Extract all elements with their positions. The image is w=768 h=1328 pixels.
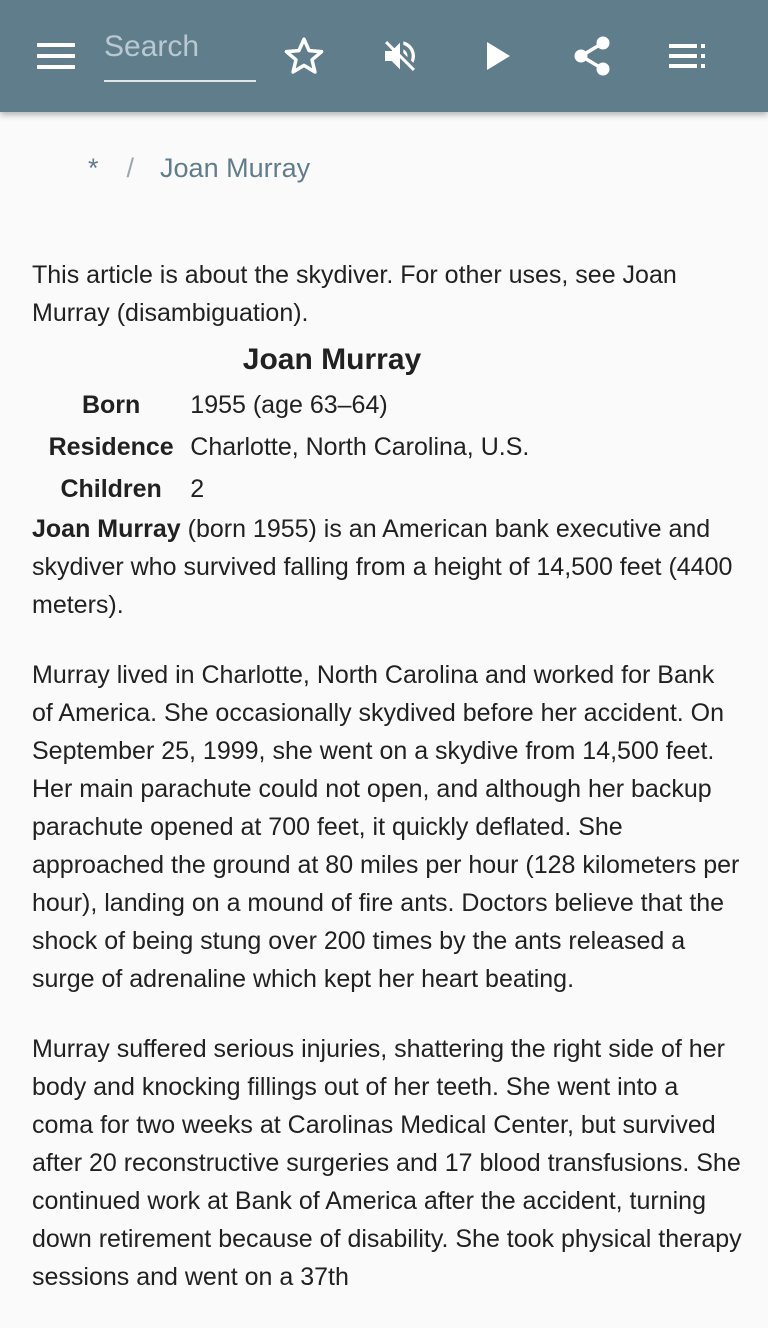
contents-button[interactable] [660,28,716,84]
infobox-label: Born [81,391,141,419]
breadcrumb-separator: / [126,152,135,183]
play-button[interactable] [470,28,526,84]
infobox-label: Residence [48,433,174,461]
bookmark-button[interactable] [276,28,332,84]
breadcrumb-home-link[interactable]: * [88,152,99,183]
menu-button[interactable] [28,28,84,84]
infobox-value: 1955 (age 63–64) [190,391,388,419]
body-paragraph: Murray lived in Charlotte, North Carolina and worked for Bank of America. She occasionally skydived before her accident. On September 25, 1999, she went on a skydive from 14,500 feet. Her main parachute could not open, and although her backup parachute opened at 700 feet, it quickly deflated. She approached the ground at 80 miles per hour (128 kilometers per hour), landing on a mound of fire ants. Doctors believe that the shock of being stung over 200 times by the ants released a surge of adrenaline which kept her heart beating. [32,661,740,993]
playlist-icon [669,43,707,69]
search-field[interactable] [104,26,256,82]
infobox-value[interactable]: Charlotte, North Carolina, U.S. [190,433,530,461]
volume-off-icon [380,36,420,76]
infobox-title: Joan Murray [242,343,422,376]
article-body [32,256,742,1328]
infobox-row [32,468,532,510]
share-button[interactable] [564,28,620,84]
breadcrumb [88,148,310,188]
infobox-label: Children [60,475,162,503]
mute-button[interactable] [372,28,428,84]
infobox-row [32,384,532,426]
search-input[interactable] [104,26,256,68]
intro-text: (born 1955) is an American bank executive and skydiver who survived falling from a height of 14,500 feet (4400 meters). [32,515,733,619]
infobox-row [32,426,532,468]
star-outline-icon [283,36,325,76]
hatnote: This article is about the skydiver. For other uses, see Joan Murray (disambiguation). [32,261,677,327]
body-paragraph: Murray suffered serious injuries, shattering the right side of her body and knocking fillings out of her teeth. She went into a coma for two weeks at Carolinas Medical Center, but survived after 20 reconstructive surgeries and 17 blood transfusions. She continued work at Bank of America after the accident, turning down retirement because of disability. She took physical therapy sessions and went on a 37th [32,1035,742,1291]
menu-icon [37,43,75,69]
play-icon [485,41,511,71]
infobox [32,338,532,510]
infobox-value: 2 [190,475,205,503]
breadcrumb-current[interactable]: Joan Murray [160,152,311,183]
article-subject: Joan Murray [32,515,181,543]
intro-paragraph [32,510,742,624]
app-toolbar [0,0,768,112]
share-icon [572,35,612,77]
